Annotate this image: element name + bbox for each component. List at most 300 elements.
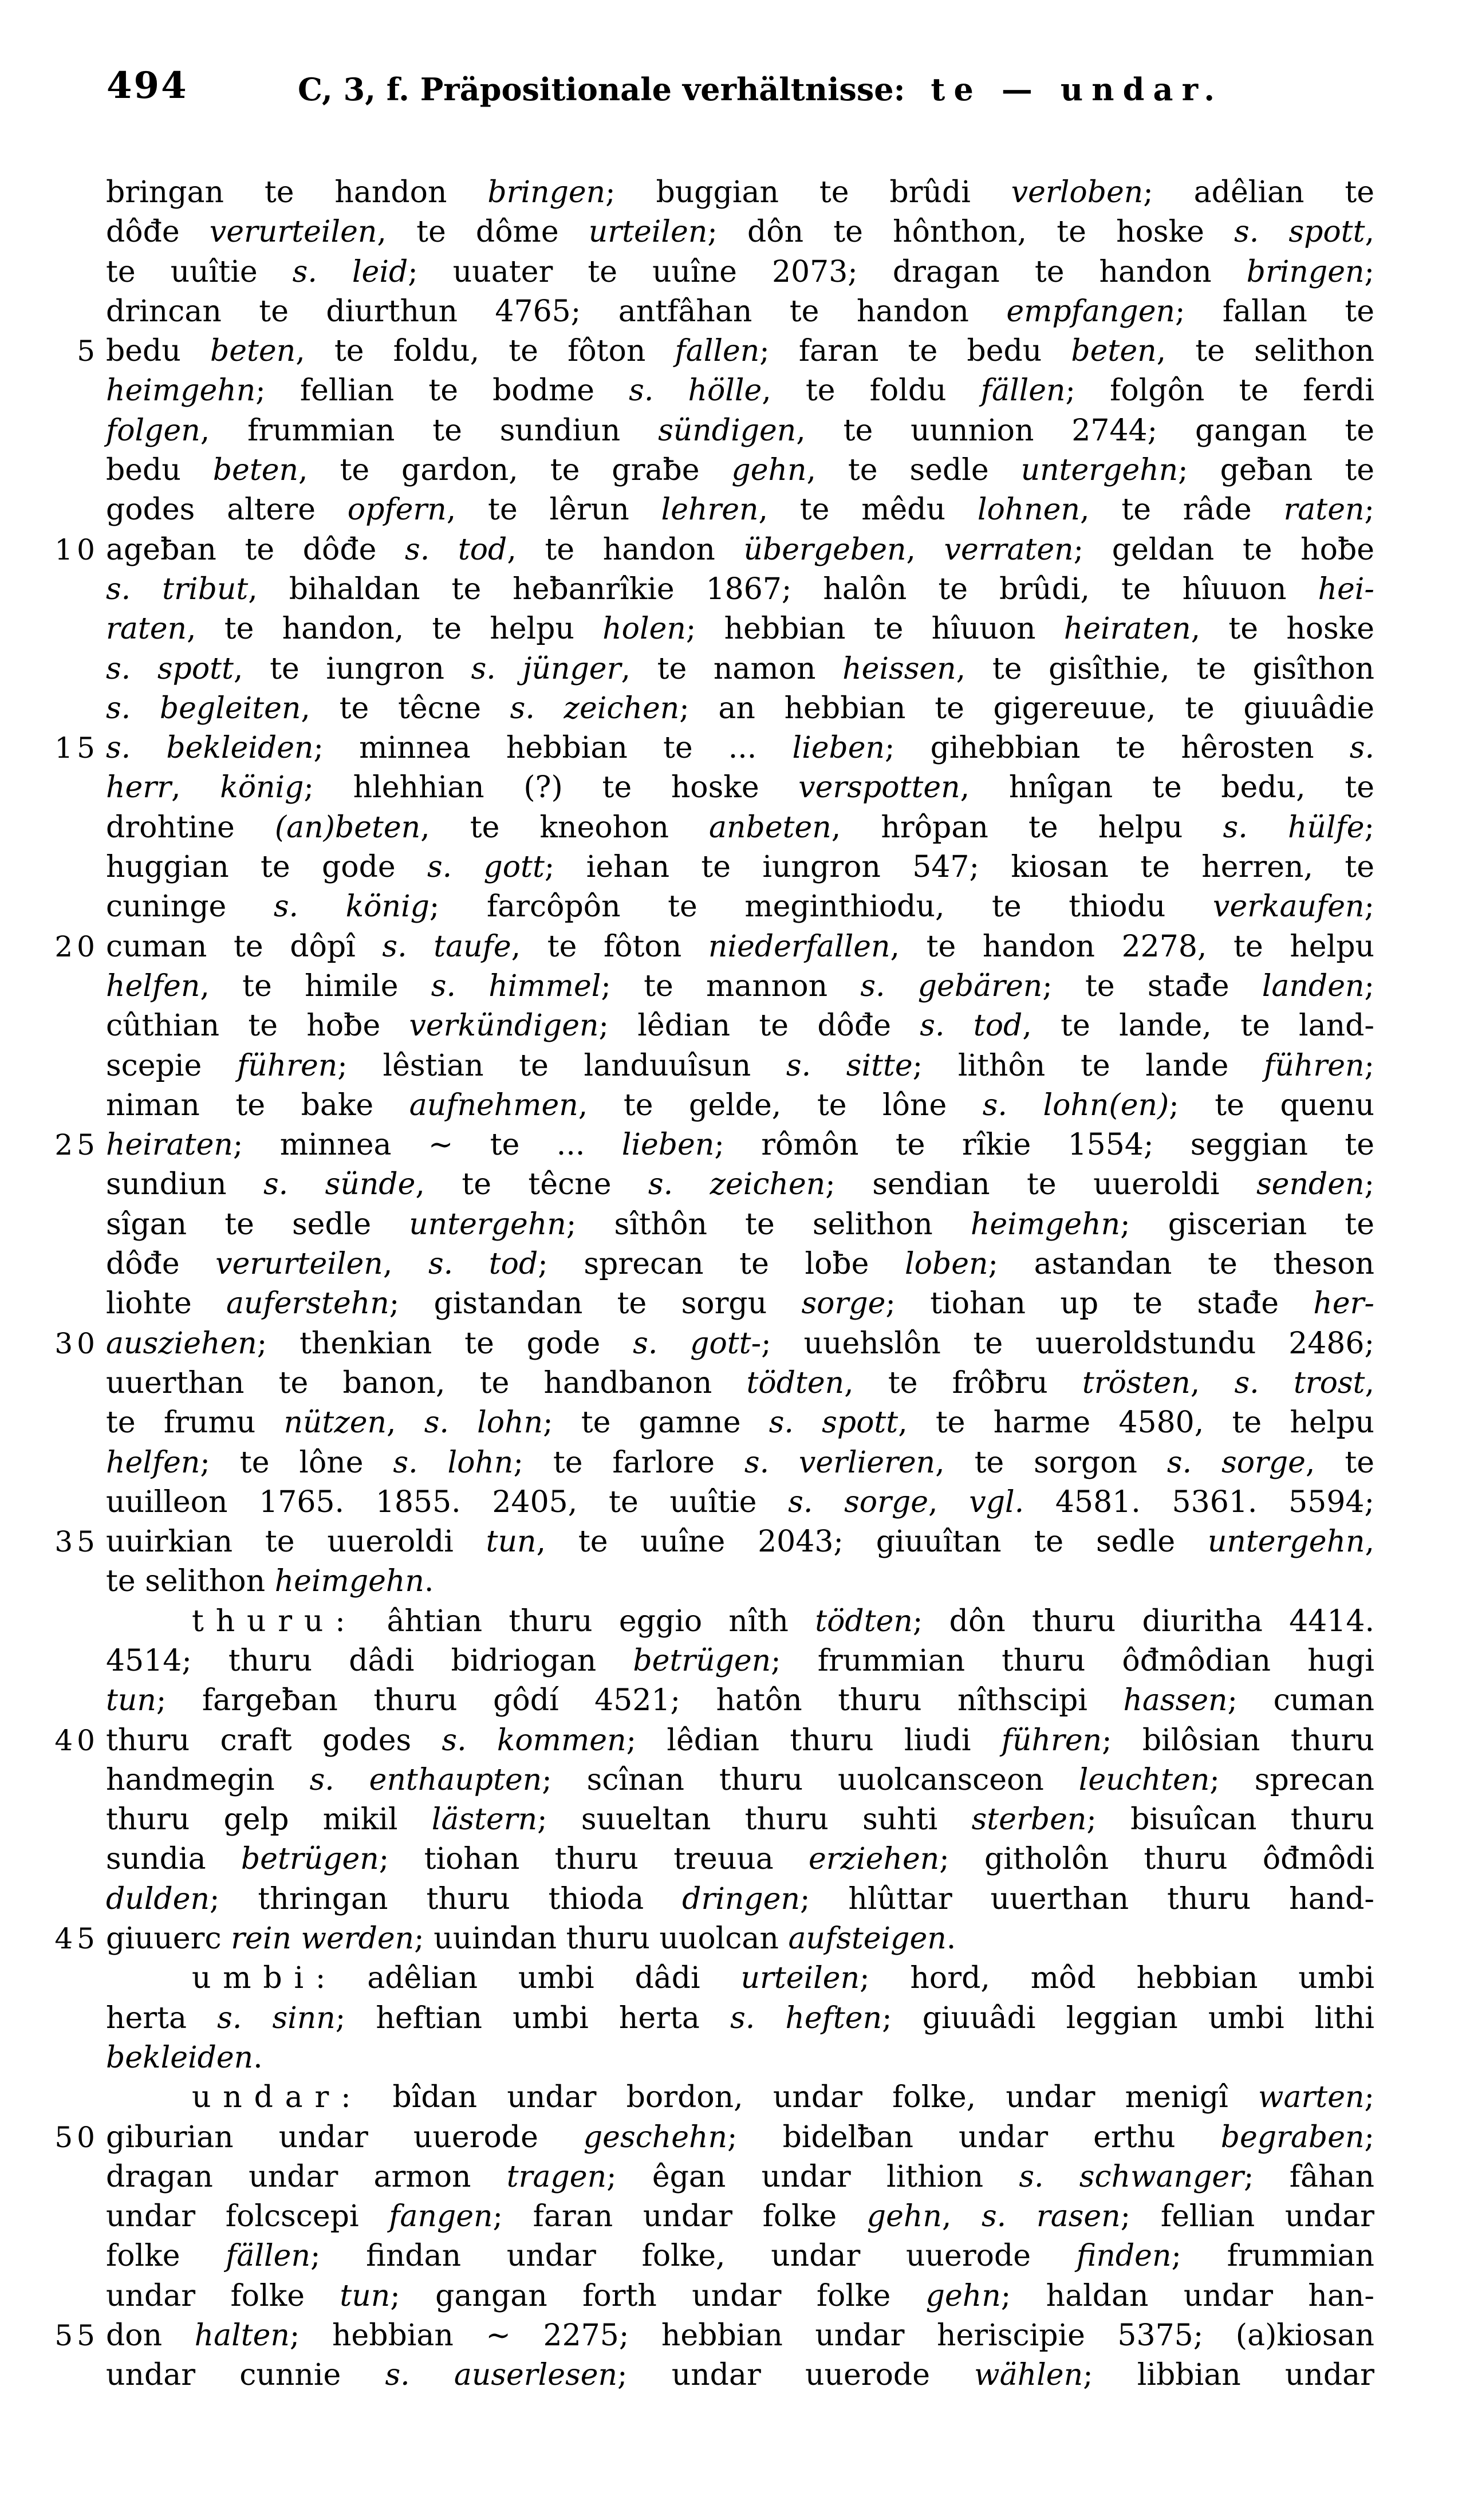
text-segment: raten bbox=[1283, 493, 1365, 527]
text-segment: , te têcne bbox=[301, 691, 510, 726]
text-segment: , te foldu, te fôton bbox=[295, 334, 675, 369]
text-segment: s. lohn bbox=[393, 1445, 514, 1480]
text-segment: ; sîthôn te selithon bbox=[566, 1207, 971, 1242]
text-segment: dôđe bbox=[106, 215, 210, 250]
text-segment: ; bilôsian thuru bbox=[1102, 1723, 1374, 1758]
line-number: 35 bbox=[54, 1525, 99, 1559]
running-title-text: C, 3, f. Präpositionale verhältnisse: bbox=[298, 71, 905, 108]
text-segment: ; hlehhian (?) te hoske bbox=[304, 770, 799, 805]
text-segment: cuninge bbox=[106, 889, 274, 924]
text-line bbox=[106, 649, 1374, 689]
text-segment: untergehn bbox=[1020, 453, 1179, 488]
line-number: 45 bbox=[54, 1922, 99, 1956]
text-segment: aufnehmen bbox=[409, 1088, 578, 1123]
text-line bbox=[54, 1919, 1374, 1959]
text-line bbox=[106, 1284, 1374, 1324]
text-segment: , te mêdu bbox=[758, 493, 978, 527]
text-segment: ; suueltan thuru suhti bbox=[537, 1802, 972, 1837]
text-segment: s. trost bbox=[1234, 1365, 1365, 1400]
text-segment: hei- bbox=[1318, 572, 1374, 607]
text-line bbox=[106, 848, 1374, 887]
text-segment: -; uuehslôn te uueroldstundu 2486; bbox=[751, 1326, 1374, 1361]
text-segment: ; an hebbian te gigereuue, te giuuâdie bbox=[679, 691, 1374, 726]
text-segment: s. zeichen bbox=[648, 1167, 826, 1202]
text-segment: s. auserlesen bbox=[385, 2358, 618, 2393]
text-line bbox=[106, 1959, 1374, 1998]
text-segment: s. sitte bbox=[786, 1048, 913, 1083]
text-segment: s. gebären bbox=[860, 968, 1043, 1003]
text-line bbox=[54, 1324, 1374, 1364]
text-segment: tödten bbox=[746, 1365, 845, 1400]
text-line bbox=[106, 253, 1374, 292]
text-line bbox=[106, 2356, 1374, 2395]
text-segment: s. tribut bbox=[106, 572, 249, 607]
text-line bbox=[106, 609, 1374, 649]
text-segment: opfern bbox=[347, 493, 447, 527]
text-segment: ; bbox=[1364, 1048, 1374, 1083]
text-segment: tödten bbox=[815, 1604, 913, 1639]
text-segment: ausziehen bbox=[106, 1326, 257, 1361]
text-segment: lästern bbox=[431, 1802, 538, 1837]
text-segment: te uuîtie bbox=[106, 254, 293, 289]
text-segment: trösten bbox=[1082, 1365, 1191, 1400]
text-segment: untergehn bbox=[1207, 1525, 1365, 1560]
text-segment: s. spott bbox=[1234, 215, 1365, 250]
text-segment: uuilleon 1765. 1855. 2405, te uuîtie bbox=[106, 1485, 789, 1519]
text-segment: , te lêrun bbox=[446, 493, 661, 527]
text-segment: . bbox=[424, 1564, 434, 1599]
text-segment: 4581. 5361. 5594; bbox=[1024, 1485, 1375, 1519]
text-segment: s. jünger bbox=[471, 651, 621, 686]
text-line bbox=[106, 1086, 1374, 1125]
text-segment: ; minnea hebbian te ... bbox=[313, 731, 793, 766]
text-segment: ; giscerian te bbox=[1120, 1207, 1374, 1242]
text-segment: heimgehn bbox=[970, 1207, 1121, 1242]
text-segment: , te hoske bbox=[1191, 612, 1374, 647]
text-segment: ; rômôn te rîkie 1554; seggian te bbox=[714, 1128, 1374, 1163]
text-segment: s. gott bbox=[633, 1326, 751, 1361]
text-segment: s. spott bbox=[106, 651, 234, 686]
text-segment: bedu bbox=[106, 334, 210, 369]
text-segment: huggian te gode bbox=[106, 850, 427, 885]
line-number: 15 bbox=[54, 731, 99, 765]
text-line bbox=[106, 1165, 1374, 1204]
text-segment: , bbox=[383, 1247, 428, 1282]
running-title-range: te — undar. bbox=[931, 71, 1224, 108]
text-segment: âhtian thuru eggio nîth bbox=[357, 1604, 815, 1639]
text-segment: ; te lône bbox=[200, 1445, 393, 1480]
text-segment: verkündigen bbox=[409, 1009, 599, 1044]
text-segment: (an)beten bbox=[274, 810, 421, 845]
text-segment: . bbox=[253, 2040, 263, 2075]
text-segment: empfangen bbox=[1006, 294, 1175, 329]
text-segment: bringen bbox=[1246, 254, 1365, 289]
text-segment: s. bekleiden bbox=[106, 731, 314, 766]
text-segment: , te frôƀru bbox=[844, 1365, 1082, 1400]
text-segment: geschehn bbox=[583, 2120, 728, 2155]
text-segment: ; bbox=[1364, 889, 1374, 924]
text-segment: s. hülfe bbox=[1223, 810, 1365, 845]
text-segment: ; fargeƀan thuru gôdí 4521; hatôn thuru nîthscipi bbox=[156, 1683, 1124, 1718]
text-line bbox=[106, 689, 1374, 729]
text-segment: s. verlieren bbox=[744, 1445, 936, 1480]
text-segment: helfen bbox=[106, 968, 200, 1003]
text-segment: giburian undar uuerode bbox=[106, 2120, 584, 2155]
text-line bbox=[54, 530, 1375, 570]
text-segment: ; undar uuerode bbox=[617, 2358, 975, 2393]
text-segment: ; te stađe bbox=[1042, 968, 1262, 1003]
text-segment: ; gangan forth undar folke bbox=[390, 2278, 926, 2313]
text-segment: , te selithon bbox=[1156, 334, 1374, 369]
text-segment: fällen bbox=[226, 2239, 310, 2274]
text-segment: könig bbox=[220, 770, 304, 805]
text-line bbox=[106, 1840, 1374, 1879]
text-segment: ; heftian umbi herta bbox=[335, 2001, 731, 2035]
text-segment: , te harme 4580, te helpu bbox=[898, 1405, 1374, 1440]
text-segment: nützen bbox=[283, 1405, 387, 1440]
text-segment: raten bbox=[106, 612, 187, 647]
text-segment: ; te farlore bbox=[513, 1445, 744, 1480]
text-line bbox=[106, 1880, 1374, 1919]
text-segment: , bbox=[1365, 215, 1374, 250]
text-segment: bekleiden bbox=[106, 2040, 254, 2075]
text-segment: s. tod bbox=[920, 1009, 1023, 1044]
text-segment: urteilen bbox=[740, 1961, 860, 1996]
text-segment: ; gihebbian te hêrosten bbox=[885, 731, 1350, 766]
text-segment: begraben bbox=[1220, 2120, 1365, 2155]
text-segment: fallen bbox=[675, 334, 760, 369]
text-line bbox=[106, 173, 1374, 212]
text-segment: leuchten bbox=[1078, 1762, 1210, 1797]
text-line bbox=[77, 332, 1374, 371]
text-segment: dulden bbox=[106, 1881, 210, 1916]
text-segment: ; uuater te uuîne 2073; dragan te handon bbox=[408, 254, 1247, 289]
text-segment: holen bbox=[602, 612, 686, 647]
text-segment: ; uuindan thuru uuolcan bbox=[414, 1922, 789, 1956]
text-line bbox=[54, 1125, 1374, 1165]
text-line bbox=[54, 927, 1374, 967]
text-segment: sterben bbox=[971, 1802, 1087, 1837]
text-line bbox=[106, 2277, 1374, 2316]
text-segment: s. taufe bbox=[382, 929, 511, 964]
text-segment: cûthian te hoƀe bbox=[106, 1009, 409, 1044]
text-line bbox=[106, 1761, 1374, 1800]
text-line bbox=[106, 1006, 1374, 1046]
text-segment: , bbox=[387, 1405, 424, 1440]
text-segment: bringan te handon bbox=[106, 175, 488, 210]
text-line bbox=[106, 1681, 1374, 1720]
text-line bbox=[106, 1364, 1374, 1403]
running-title bbox=[298, 71, 1223, 108]
text-segment: undar folcscepi bbox=[106, 2199, 389, 2234]
text-segment: sîgan te sedle bbox=[106, 1207, 409, 1242]
text-line bbox=[106, 887, 1374, 927]
text-segment: , te uuîne 2043; giuuîtan te sedle bbox=[536, 1525, 1208, 1560]
text-segment: , bbox=[941, 2199, 982, 2234]
text-segment: , te râde bbox=[1080, 493, 1284, 527]
text-segment: , bbox=[1365, 1525, 1374, 1560]
text-segment: s. heften bbox=[730, 2001, 882, 2035]
text-segment: s. lohn(en) bbox=[982, 1088, 1169, 1123]
text-segment: betrügen bbox=[633, 1643, 771, 1678]
text-segment: s. schwanger bbox=[1019, 2159, 1244, 2194]
text-segment: dôđe bbox=[106, 1247, 216, 1282]
text-segment: liohte bbox=[106, 1286, 227, 1321]
text-segment: ; bbox=[1364, 810, 1375, 845]
text-segment: ; bbox=[1364, 968, 1374, 1003]
text-segment: , te gardon, te graƀe bbox=[298, 453, 732, 488]
text-segment: ; hebbian ~ 2275; hebbian undar heriscipie 5375; (a)kiosan bbox=[289, 2318, 1374, 2353]
text-segment: helfen bbox=[106, 1445, 200, 1480]
text-segment: , te sedle bbox=[806, 453, 1021, 488]
text-segment: s. lohn bbox=[424, 1405, 543, 1440]
text-segment: aufsteigen bbox=[788, 1922, 947, 1956]
text-line bbox=[106, 1562, 1374, 1601]
line-number: 40 bbox=[54, 1723, 99, 1757]
text-segment: tun bbox=[486, 1525, 537, 1560]
text-segment: s. himmel bbox=[431, 968, 601, 1003]
text-segment: s. tod bbox=[405, 532, 507, 567]
text-segment: s. rasen bbox=[982, 2199, 1121, 2234]
text-segment: , bbox=[1365, 1365, 1374, 1400]
text-segment: undar: bbox=[192, 2080, 363, 2115]
text-line bbox=[106, 967, 1374, 1006]
text-segment: ; êgan undar lithion bbox=[606, 2159, 1019, 2194]
text-segment: senden bbox=[1256, 1167, 1365, 1202]
text-segment: , te gelde, te lône bbox=[578, 1088, 983, 1123]
line-number: 5 bbox=[77, 334, 99, 368]
text-segment: dragan undar armon bbox=[106, 2159, 507, 2194]
text-line bbox=[106, 808, 1374, 848]
text-segment: s. sorge bbox=[788, 1485, 929, 1519]
text-segment: thuru gelp mikil bbox=[106, 1802, 432, 1837]
text-segment: ; fallan te bbox=[1175, 294, 1375, 329]
text-segment: ; lêdian te dôđe bbox=[598, 1009, 920, 1044]
text-segment: ; bbox=[1364, 2120, 1374, 2155]
text-segment: , bbox=[171, 770, 220, 805]
text-line bbox=[106, 2197, 1374, 2236]
text-line bbox=[106, 570, 1374, 609]
text-segment: ; bidelƀan undar erthu bbox=[727, 2120, 1221, 2155]
text-segment: ; thenkian te gode bbox=[257, 1326, 633, 1361]
text-segment: s. bbox=[1349, 731, 1374, 766]
text-segment: sorge bbox=[801, 1286, 886, 1321]
text-segment: vgl. bbox=[969, 1485, 1024, 1519]
text-segment: , te namon bbox=[621, 651, 843, 686]
text-segment: ; adêlian te bbox=[1143, 175, 1374, 210]
text-segment: ; lêdian thuru liudi bbox=[626, 1723, 1002, 1758]
text-segment: 4514; thuru dâdi bidriogan bbox=[106, 1643, 633, 1678]
text-segment: ; haldan undar han- bbox=[1000, 2278, 1374, 2313]
text-line bbox=[106, 2236, 1374, 2276]
text-segment: , te iungron bbox=[233, 651, 471, 686]
text-segment: her- bbox=[1313, 1286, 1374, 1321]
text-segment: , te handon, te helpu bbox=[187, 612, 603, 647]
text-segment: s. sorge bbox=[1167, 1445, 1306, 1480]
text-segment: halten bbox=[194, 2318, 290, 2353]
text-segment: ; te mannon bbox=[601, 968, 861, 1003]
text-segment: te selithon bbox=[106, 1564, 275, 1599]
text-segment: übergeben bbox=[743, 532, 907, 567]
text-segment: ; iehan te iungron 547; kiosan te herren, te bbox=[544, 850, 1374, 885]
text-segment: ; dôn thuru diuritha 4414. bbox=[912, 1604, 1374, 1639]
text-segment: ; tiohan up te stađe bbox=[885, 1286, 1314, 1321]
text-line bbox=[106, 1245, 1374, 1284]
text-segment: , te bbox=[1305, 1445, 1374, 1480]
text-segment: gehn bbox=[925, 2278, 1001, 2313]
text-segment: untergehn bbox=[409, 1207, 566, 1242]
text-segment: niederfallen bbox=[708, 929, 890, 964]
text-segment: s. gott bbox=[427, 850, 545, 885]
text-segment: s. hölle bbox=[629, 373, 762, 408]
text-segment: ; bbox=[1364, 1167, 1375, 1202]
text-segment: ; thringan thuru thioda bbox=[209, 1881, 683, 1916]
text-segment: dringen bbox=[682, 1881, 800, 1916]
text-segment: ; giuuâdi leggian umbi lithi bbox=[882, 2001, 1374, 2035]
text-segment: uuerthan te banon, te handbanon bbox=[106, 1365, 747, 1400]
text-segment: ; fâhan bbox=[1244, 2159, 1374, 2194]
text-segment: ; frummian thuru ôđmôdian hugi bbox=[771, 1643, 1375, 1678]
text-segment: heiraten bbox=[106, 1128, 233, 1163]
text-segment: bedu bbox=[106, 453, 213, 488]
text-segment: ; hebbian te hîuuon bbox=[685, 612, 1064, 647]
text-segment: ; faran te bedu bbox=[759, 334, 1071, 369]
text-segment: scepie bbox=[106, 1048, 237, 1083]
text-segment: gehn bbox=[731, 453, 807, 488]
text-segment: , te handon 2278, te helpu bbox=[890, 929, 1374, 964]
text-segment: , bbox=[928, 1485, 970, 1519]
text-line bbox=[106, 768, 1374, 808]
text-line bbox=[106, 1641, 1374, 1681]
text-segment: , te uunnion 2744; gangan te bbox=[796, 413, 1375, 448]
text-segment: giuuerc bbox=[106, 1922, 231, 1956]
text-segment: drincan te diurthun 4765; antfâhan te handon bbox=[106, 294, 1007, 329]
text-segment: , te dôme bbox=[377, 215, 589, 250]
text-segment: , te foldu bbox=[762, 373, 981, 408]
text-segment: ; farcôpôn te meginthiodu, te thiodu bbox=[429, 889, 1213, 924]
text-segment: ; hlûttar uuerthan thuru hand- bbox=[799, 1881, 1374, 1916]
text-segment: undar folke bbox=[106, 2278, 340, 2313]
text-segment: ; fellian te bodme bbox=[255, 373, 629, 408]
text-segment: finden bbox=[1076, 2239, 1172, 2274]
text-segment: erziehen bbox=[809, 1842, 940, 1877]
text-segment: godes altere bbox=[106, 493, 348, 527]
text-segment: ; bbox=[1364, 2080, 1374, 2115]
text-segment: ; bbox=[1364, 493, 1374, 527]
text-segment: heimgehn bbox=[106, 373, 256, 408]
text-segment: ; sendian te uueroldi bbox=[825, 1167, 1256, 1202]
text-segment: , bihaldan te heƀanrîkie 1867; halôn te brûdi, te hîuuon bbox=[248, 572, 1318, 607]
text-segment: landen bbox=[1262, 968, 1365, 1003]
text-segment: te frumu bbox=[106, 1405, 284, 1440]
text-segment: verspotten bbox=[798, 770, 960, 805]
text-segment: betrügen bbox=[241, 1842, 379, 1877]
text-segment: s. könig bbox=[273, 889, 429, 924]
text-segment: anbeten bbox=[709, 810, 831, 845]
text-segment: , te sorgon bbox=[935, 1445, 1167, 1480]
text-segment: verurteilen bbox=[209, 215, 377, 250]
text-line bbox=[54, 1522, 1374, 1562]
text-segment: s. begleiten bbox=[106, 691, 301, 726]
text-segment: folke bbox=[106, 2239, 226, 2274]
text-segment: drohtine bbox=[106, 810, 275, 845]
text-segment: ; githolôn thuru ôđmôdi bbox=[939, 1842, 1375, 1877]
text-segment: , te fôton bbox=[511, 929, 708, 964]
text-segment: ; lêstian te landuuîsun bbox=[337, 1048, 786, 1083]
text-segment: fällen bbox=[980, 373, 1066, 408]
text-segment: s. tod bbox=[428, 1247, 538, 1282]
text-segment: urteilen bbox=[588, 215, 708, 250]
line-number: 30 bbox=[54, 1326, 99, 1360]
text-line bbox=[106, 212, 1374, 252]
text-segment: ageƀan te dôđe bbox=[106, 532, 405, 567]
text-segment: , te himile bbox=[200, 968, 431, 1003]
text-segment: , te têcne bbox=[415, 1167, 648, 1202]
text-segment: ; scînan thuru uuolcansceon bbox=[542, 1762, 1079, 1797]
text-line bbox=[106, 2157, 1374, 2197]
text-segment: , hnîgan te bedu, te bbox=[960, 770, 1374, 805]
text-segment: warten bbox=[1258, 2080, 1365, 2115]
text-segment: ; bisuîcan thuru bbox=[1086, 1802, 1374, 1837]
text-line bbox=[106, 292, 1374, 332]
text-segment: adêlian umbi dâdi bbox=[337, 1961, 741, 1996]
text-segment: , te handon bbox=[507, 532, 744, 567]
text-segment: s. sinn bbox=[217, 2001, 336, 2035]
text-segment: ; sprecan bbox=[1209, 1762, 1374, 1797]
text-segment: ; geƀan te bbox=[1178, 453, 1375, 488]
text-segment: ; bbox=[1364, 254, 1375, 289]
text-segment: auferstehn bbox=[226, 1286, 389, 1321]
text-segment: , te kneohon bbox=[420, 810, 710, 845]
text-line bbox=[54, 729, 1374, 768]
text-segment: , bbox=[1190, 1365, 1235, 1400]
line-number: 20 bbox=[54, 930, 99, 963]
text-segment: cuman te dôpî bbox=[106, 929, 383, 964]
text-segment: s. zeichen bbox=[510, 691, 680, 726]
text-segment: s. spott bbox=[769, 1405, 898, 1440]
text-segment: führen bbox=[1264, 1048, 1365, 1083]
text-line bbox=[106, 411, 1374, 451]
text-segment: , frummian te sundiun bbox=[200, 413, 659, 448]
text-segment: ; buggian te brûdi bbox=[605, 175, 1011, 210]
text-segment: ; te gamne bbox=[543, 1405, 769, 1440]
text-segment: führen bbox=[1001, 1723, 1102, 1758]
text-segment: beten bbox=[1071, 334, 1157, 369]
text-segment: . bbox=[946, 1922, 956, 1956]
text-segment: undar cunnie bbox=[106, 2358, 385, 2393]
text-segment: ; faran undar folke bbox=[492, 2199, 867, 2234]
text-segment: verloben bbox=[1011, 175, 1144, 210]
text-line bbox=[106, 451, 1374, 490]
text-segment: verurteilen bbox=[215, 1247, 383, 1282]
text-line bbox=[54, 2118, 1374, 2157]
text-line bbox=[106, 2038, 1374, 2078]
text-segment: , te lande, te land- bbox=[1022, 1009, 1375, 1044]
page-number: 494 bbox=[107, 64, 188, 107]
text-segment: s. leid bbox=[292, 254, 408, 289]
text-segment: beten bbox=[210, 334, 296, 369]
text-segment: lieben bbox=[792, 731, 885, 766]
text-segment: ; astandan te theson bbox=[988, 1247, 1374, 1282]
line-number: 10 bbox=[54, 533, 99, 566]
text-segment: ; te quenu bbox=[1169, 1088, 1375, 1123]
text-segment: thuru craft godes bbox=[106, 1723, 442, 1758]
text-segment: fangen bbox=[389, 2199, 493, 2234]
text-segment: verkaufen bbox=[1212, 889, 1365, 924]
text-segment: don bbox=[106, 2318, 195, 2353]
text-segment: heissen bbox=[842, 651, 956, 686]
text-segment: s. kommen bbox=[442, 1723, 626, 1758]
